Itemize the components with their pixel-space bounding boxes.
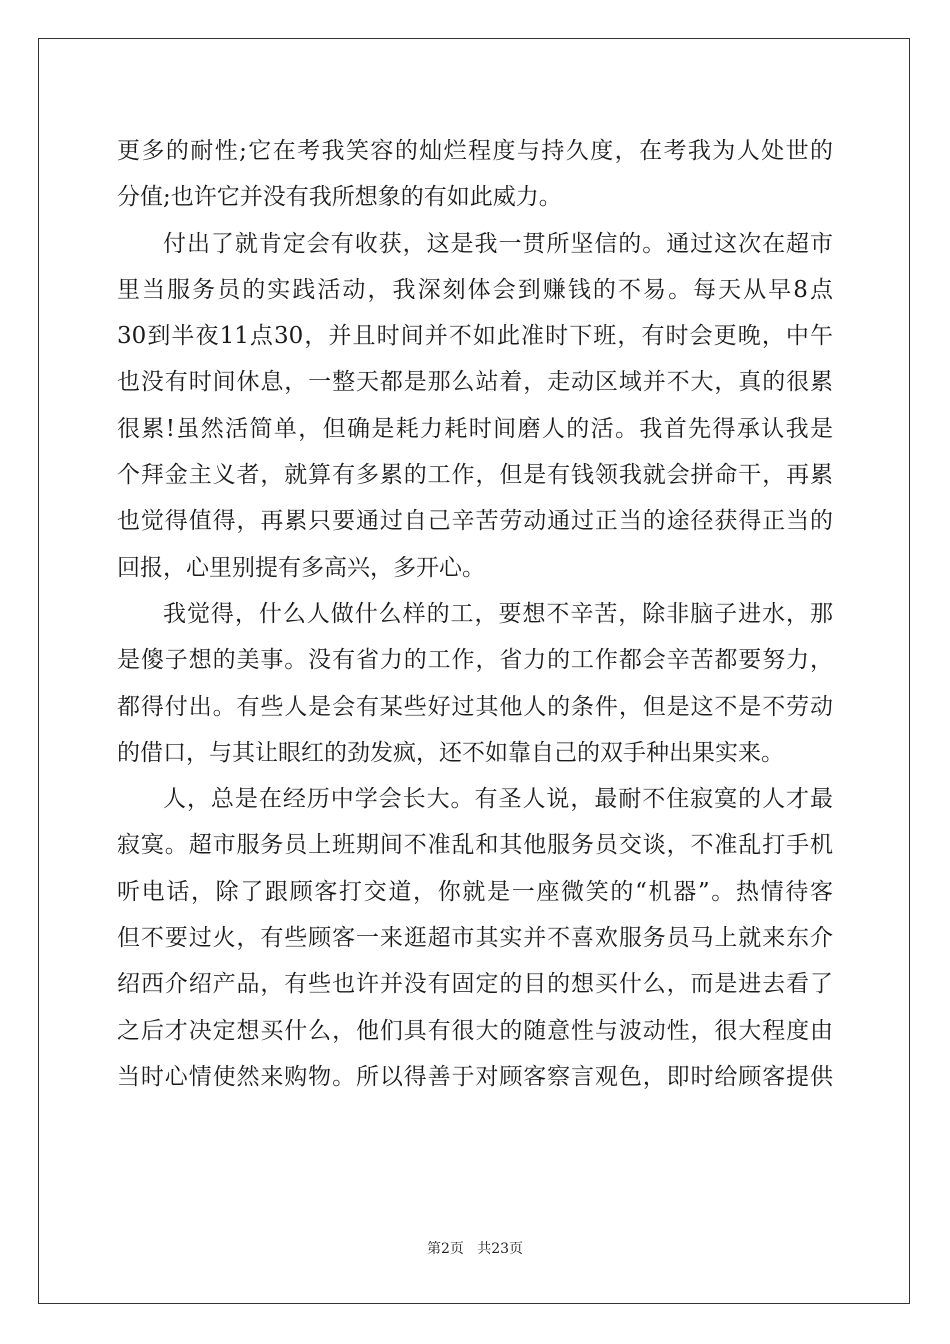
text-line: 之后才决定想买什么，他们具有很大的随意性与波动性，很大程度由	[117, 1017, 833, 1044]
text-line: 30到半夜11点30，并且时间并不如此准时下班，有时会更晚，中午	[117, 323, 833, 350]
text-line: 个拜金主义者，就算有多累的工作，但是有钱领我就会拼命干，再累	[117, 462, 833, 489]
text-line: 里当服务员的实践活动，我深刻体会到赚钱的不易。每天从早8点	[117, 276, 833, 303]
text-line: 很累!虽然活简单，但确是耗力耗时间磨人的活。我首先得承认我是	[117, 415, 833, 442]
text-line: 是傻子想的美事。没有省力的工作，省力的工作都会辛苦都要努力，	[117, 647, 833, 674]
page-number-footer: 第2页 共23页	[426, 1241, 524, 1257]
text-line: 我觉得，什么人做什么样的工，要想不辛苦，除非脑子进水，那	[163, 600, 833, 627]
text-line: 回报，心里别提有多高兴，多开心。	[117, 554, 485, 581]
text-line: 寂寞。超市服务员上班期间不准乱和其他服务员交谈，不准乱打手机	[117, 832, 833, 859]
text-line: 更多的耐性;它在考我笑容的灿烂程度与持久度，在考我为人处世的	[117, 138, 833, 164]
text-line: 分值;也许它并没有我所想象的有如此威力。	[117, 184, 562, 211]
text-line: 绍西介绍产品，有些也许并没有固定的目的想买什么，而是进去看了	[117, 971, 833, 998]
text-line: 也觉得值得，再累只要通过自己辛苦劳动通过正当的途径获得正当的	[117, 508, 833, 535]
text-line: 都得付出。有些人是会有某些好过其他人的条件，但是这不是不劳动	[117, 693, 833, 720]
text-line: 听电话，除了跟顾客打交道，你就是一座微笑的“机器”。热情待客	[117, 878, 833, 905]
text-line: 也没有时间休息，一整天都是那么站着，走动区域并不大，真的很累	[117, 369, 833, 396]
text-line: 当时心情使然来购物。所以得善于对顾客察言观色，即时给顾客提供	[117, 1063, 833, 1090]
document-body	[117, 128, 833, 1100]
text-line: 付出了就肯定会有收获，这是我一贯所坚信的。通过这次在超市	[163, 230, 833, 257]
text-line: 人，总是在经历中学会长大。有圣人说，最耐不住寂寞的人才最	[163, 786, 833, 813]
text-line: 的借口，与其让眼红的劲发疯，还不如靠自己的双手种出果实来。	[117, 739, 784, 766]
text-line: 但不要过火，有些顾客一来逛超市其实并不喜欢服务员马上就来东介	[117, 925, 833, 952]
